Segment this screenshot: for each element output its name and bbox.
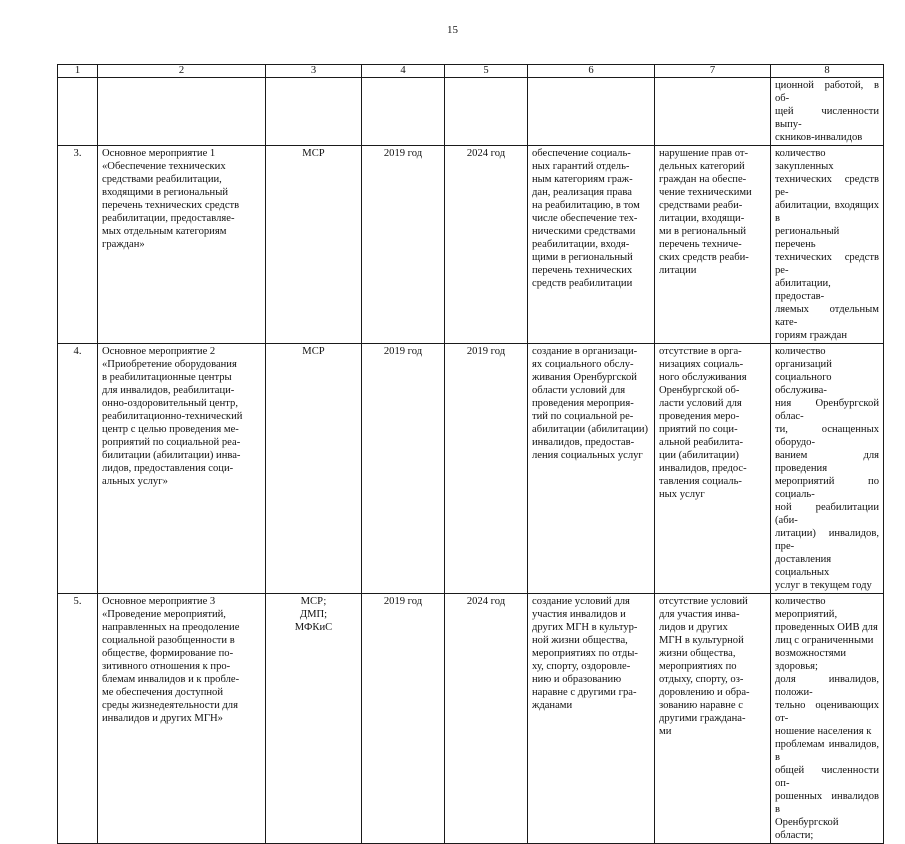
column-header-3: 3 bbox=[266, 65, 362, 78]
event-cell bbox=[98, 146, 266, 344]
result-text: создание условий для участия инвалидов и других МГН в культур- ной жизни общества, мероприятиях по отды- ху, спорту, оздоровле- нию и образованию наравне с другими гра- жданами bbox=[532, 596, 638, 711]
column-header-4: 4 bbox=[362, 65, 445, 78]
result-cell bbox=[528, 594, 655, 844]
executor-text: МСР bbox=[302, 148, 325, 159]
continuation-row bbox=[58, 78, 884, 146]
column-header-5: 5 bbox=[445, 65, 528, 78]
event-cell bbox=[98, 344, 266, 594]
column-number-header-row bbox=[58, 65, 884, 78]
executor-text: МСР; ДМП; МФКиС bbox=[294, 596, 333, 633]
consequence-text: отсутствие условий для участия инва- лидов и других МГН в культурной жизни общества, мероприятиях по отдыху, спорту, оз- доровлению и обра- зованию наравне с другими граждана- ми bbox=[659, 596, 750, 737]
event-cell bbox=[98, 594, 266, 844]
end-year-cell: 2024 год bbox=[445, 146, 528, 344]
cont-indicator-cell bbox=[771, 78, 884, 146]
table-row-4 bbox=[58, 344, 884, 594]
indicator-text: количество закупленных технических средств ре- абилитации, входящих в региональный перечень технических средств ре- абилитации, предостав- ляемых отдельным кате- гориям граждан bbox=[775, 148, 879, 341]
page-number: 15 bbox=[447, 24, 458, 36]
executor-cell bbox=[266, 344, 362, 594]
result-text: создание в организаци- ях социального обслу- живания Оренбургской области условий для проведения мероприя- тий по социальной ре- абилитации (абилитации) инвалидов, предостав- ления социальных услуг bbox=[532, 346, 649, 461]
row-number: 5. bbox=[58, 594, 98, 844]
consequence-text: нарушение прав от- дельных категорий граждан на обеспе- чение техническими средствами реаби- литации, входящи- ми в региональный перечень техниче- ских средств реаби- литации bbox=[659, 148, 752, 276]
executor-cell bbox=[266, 146, 362, 344]
cont-cell-2 bbox=[98, 78, 266, 146]
result-cell bbox=[528, 344, 655, 594]
consequence-cell bbox=[655, 344, 771, 594]
table-row-3 bbox=[58, 146, 884, 344]
consequence-cell bbox=[655, 146, 771, 344]
start-year-cell: 2019 год bbox=[362, 594, 445, 844]
column-header-2: 2 bbox=[98, 65, 266, 78]
indicator-text: количество организаций социального обслужива- ния Оренбургской облас- ти, оснащенных оборудо- ванием для проведения мероприятий по социаль- ной реабилитации (аби- литации) инвалидов, пре- доставления социальных услуг в текущем году bbox=[775, 346, 879, 591]
cont-cell-5 bbox=[445, 78, 528, 146]
end-year-cell: 2019 год bbox=[445, 344, 528, 594]
cont-cell-1 bbox=[58, 78, 98, 146]
column-header-1: 1 bbox=[58, 65, 98, 78]
indicator-text: количество мероприятий, проведенных ОИВ для лиц с ограниченными возможностями здоровья; доля инвалидов, положи- тельно оценивающих от- ношение населения к проблемам инвалидов, в общей численности оп- рошенных инвалидов в Оренбургской области; bbox=[775, 596, 879, 841]
indicator-cell bbox=[771, 344, 884, 594]
table-row-5 bbox=[58, 594, 884, 844]
cont-cell-7 bbox=[655, 78, 771, 146]
row-number: 3. bbox=[58, 146, 98, 344]
end-year-cell: 2024 год bbox=[445, 594, 528, 844]
column-header-7: 7 bbox=[655, 65, 771, 78]
column-header-8: 8 bbox=[771, 65, 884, 78]
executor-cell bbox=[266, 594, 362, 844]
result-cell bbox=[528, 146, 655, 344]
column-header-6: 6 bbox=[528, 65, 655, 78]
program-events-table bbox=[57, 64, 884, 844]
event-text: Основное мероприятие 3 «Проведение мероприятий, направленных на преодоление социальной разобщенности в обществе, формирование по- зитивного отношения к про- блемам инвалидов и к пробле- ме обеспечения доступной среды жизнедеятельности для инвалидов и других МГН» bbox=[102, 596, 240, 724]
row-number: 4. bbox=[58, 344, 98, 594]
indicator-cell bbox=[771, 146, 884, 344]
consequence-text: отсутствие в орга- низациях социаль- ного обслуживания Оренбургской об- ласти условий для проведения меро- приятий по соци- альной реабилита- ции (абилитации) инвалидов, предос- тавления социаль- ных услуг bbox=[659, 346, 747, 500]
start-year-cell: 2019 год bbox=[362, 146, 445, 344]
cont-cell-6 bbox=[528, 78, 655, 146]
cont-cell-4 bbox=[362, 78, 445, 146]
event-text: Основное мероприятие 2 «Приобретение оборудования в реабилитационные центры для инвалидов, реабилитаци- онно-оздоровительный центр, реабилитационно-технический центр с целью проведения ме- роприятий по социальной реа- билитации (абилитации) инва- лидов, предоставления соци- альных услуг» bbox=[102, 346, 243, 487]
consequence-cell bbox=[655, 594, 771, 844]
cont-cell-3 bbox=[266, 78, 362, 146]
cont-indicator-text: ционной работой, в об- щей численности выпу- скников-инвалидов bbox=[775, 80, 879, 143]
result-text: обеспечение социаль- ных гарантий отдель- ным категориям граж- дан, реализация права на реабилитацию, в том числе обеспечение тех- ническими средствами реабилитации, входя- щими в региональный перечень технических средств реабилитации bbox=[532, 148, 640, 289]
indicator-cell bbox=[771, 594, 884, 844]
start-year-cell: 2019 год bbox=[362, 344, 445, 594]
event-text: Основное мероприятие 1 «Обеспечение технических средствами реабилитации, входящими в региональный перечень технических средств реабилитации, предоставляе- мых отдельным категориям граждан» bbox=[102, 148, 240, 250]
executor-text: МСР bbox=[302, 346, 325, 357]
